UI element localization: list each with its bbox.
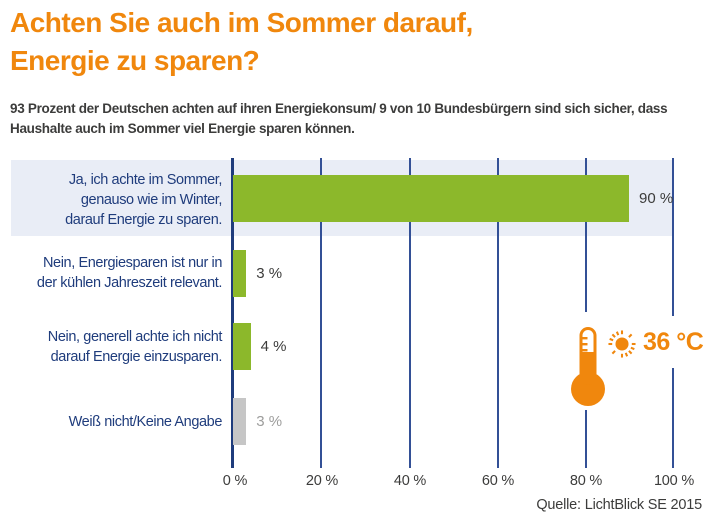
source-credit: Quelle: LichtBlick SE 2015 xyxy=(536,497,702,513)
bar-weiss-nicht xyxy=(233,398,246,445)
category-label-line: darauf Energie einzusparen. xyxy=(50,349,222,365)
bar-value-label: 4 % xyxy=(260,338,287,355)
x-tick-100: 100 % xyxy=(653,473,695,489)
bar-row-4 xyxy=(233,398,282,445)
category-label-row-4 xyxy=(0,412,222,432)
thermometer-icon xyxy=(566,326,610,408)
category-label-line: darauf Energie zu sparen. xyxy=(65,212,222,228)
category-label-line: Ja, ich achte im Sommer, xyxy=(68,172,222,188)
bar-value-label: 3 % xyxy=(256,265,283,282)
x-tick-40: 40 % xyxy=(393,473,427,489)
page-title-line-2: Energie zu sparen? xyxy=(10,45,260,76)
bar-row-3 xyxy=(233,323,286,370)
category-label-line: Nein, generell achte ich nicht xyxy=(47,329,222,345)
subtitle-line-2: Haushalte auch im Sommer viel Energie sparen können. xyxy=(10,121,355,136)
bar-value-label: 90 % xyxy=(639,190,674,207)
bar-ja xyxy=(233,175,629,222)
bar-row-2 xyxy=(233,250,282,297)
category-label-row-2 xyxy=(0,253,222,293)
category-label-line: Nein, Energiesparen ist nur in xyxy=(42,255,222,271)
category-label-row-3 xyxy=(0,327,222,367)
page-title-line-1: Achten Sie auch im Sommer darauf, xyxy=(10,7,473,38)
temperature-value: 36 °C xyxy=(643,328,704,356)
category-label-line: Weiß nicht/Keine Angabe xyxy=(68,414,222,430)
subtitle-line-1: 93 Prozent der Deutschen achten auf ihren Energiekonsum/ 9 von 10 Bundesbürgern sind sich sicher, dass xyxy=(10,101,668,116)
category-label-line: genauso wie im Winter, xyxy=(80,192,222,208)
bar-nein-jahreszeit xyxy=(233,250,246,297)
x-tick-60: 60 % xyxy=(481,473,515,489)
sun-icon xyxy=(608,330,636,358)
subtitle xyxy=(10,99,667,139)
x-tick-20: 20 % xyxy=(305,473,339,489)
bar-value-label: 3 % xyxy=(256,413,283,430)
category-label-line: der kühlen Jahreszeit relevant. xyxy=(36,275,222,291)
bar-nein-generell xyxy=(233,323,251,370)
page-title xyxy=(10,4,473,80)
bar-row-1 xyxy=(233,175,673,222)
category-label-row-1 xyxy=(0,170,222,230)
x-tick-80: 80 % xyxy=(569,473,603,489)
x-tick-0: 0 % xyxy=(222,473,248,489)
